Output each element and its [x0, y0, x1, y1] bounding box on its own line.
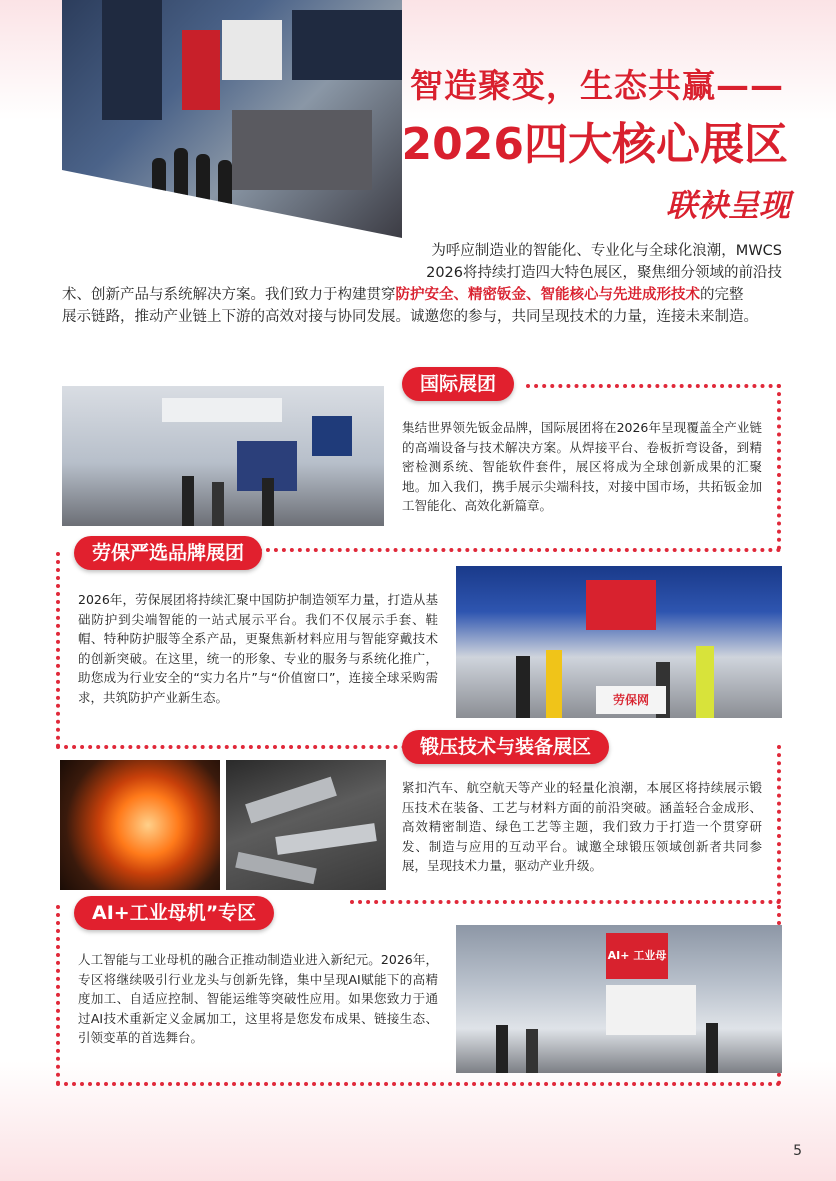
section-1-frame-top [526, 384, 781, 388]
section-3-text: 紧扣汽车、航空航天等产业的轻量化浪潮，本展区将持续展示锻压技术在装备、工艺与材料方面的前沿突破。涵盖轻合金成形、高效精密制造、绿色工艺等主题，我们致力于打造一个贯穿研发、制造与应用的互动平台。诚邀全球锻压领域创新者共同参展，呈现技术力量，驱动产业升级。 [402, 780, 762, 873]
section-2-text: 2026年，劳保展团将持续汇聚中国防护制造领军力量，打造从基础防护到尖端智能的一站式展示平台。我们不仅展示手套、鞋帽、特种防护服等全系产品，更聚焦新材料应用与智能穿戴技术的创新突破。在这里，统一的形象、专业的服务与系统化推广，助您成为行业安全的“实力名片”与“价值窗口”，连接全球采购需求，共筑防护产业新生态。 [78, 592, 438, 705]
intro-line-4: 展示链路，推动产业链上下游的高效对接与协同发展。诚邀您的参与，共同呈现技术的力量，连接未来制造。 [62, 309, 758, 325]
section-3-frame-right [777, 745, 781, 903]
section-1-frame-right [777, 384, 781, 550]
section-1-frame-bottom [250, 548, 781, 552]
section-4-frame-left [56, 905, 60, 1085]
section-4-text: 人工智能与工业母机的融合正推动制造业进入新纪元。2026年，专区将继续吸引行业龙头与创新先锋，集中呈现AI赋能下的高精度加工、自适应控制、智能运维等突破性应用。如果您致力于通过AI技术重新定义金属加工，这里将是您发布成果、链接生态、引领变革的首选舞台。 [78, 952, 438, 1045]
section-title-forging: 锻压技术与装备展区 [402, 730, 609, 764]
section-2-frame-left [56, 552, 60, 748]
page-title-line1: 智造聚变，生态共赢—— [410, 66, 784, 105]
section-4-frame-bottom [56, 1082, 781, 1086]
section-3-frame-bottom [350, 900, 781, 904]
page-title-line2: 2026四大核心展区 [401, 119, 788, 170]
bottom-gradient [0, 1061, 836, 1181]
booth-sign-ai: AI+ 工业母 [606, 933, 668, 979]
booth-sign-laobao: 劳保网 [596, 686, 666, 714]
hero-photo [62, 0, 402, 238]
ppe-pavilion-photo [456, 566, 782, 718]
international-pavilion-photo [62, 386, 384, 526]
ai-machine-tools-photo [456, 925, 782, 1073]
intro-line-1: 为呼应制造业的智能化、专业化与全球化浪潮，MWCS [431, 243, 782, 259]
page-title-line3: 联袂呈现 [666, 188, 790, 224]
forging-hot-photo [60, 760, 220, 890]
intro-highlight: 防护安全、精密钣金、智能核心与先进成形技术 [395, 287, 700, 303]
intro-line-2: 2026将持续打造四大特色展区，聚焦细分领域的前沿技 [426, 265, 782, 281]
section-2-frame-bottom [56, 745, 406, 749]
section-title-ai-machine-tools: AI+工业母机”专区 [74, 896, 274, 930]
section-1-text: 集结世界领先钣金品牌，国际展团将在2026年呈现覆盖全产业链的高端设备与技术解决方案。从焊接平台、卷板折弯设备，到精密检测系统、智能软件套件，展区将成为全球创新成果的汇聚地。加入我们，携手展示尖端科技，对接中国市场，共拓钣金加工智能化、高效化新篇章。 [402, 420, 762, 513]
forged-parts-photo [226, 760, 386, 890]
intro-line-3: 术、创新产品与系统解决方案。我们致力于构建贯穿防护安全、精密钣金、智能核心与先进成形技术的完整 [62, 287, 744, 303]
intro-paragraph [62, 240, 782, 328]
page-number: 5 [793, 1143, 802, 1159]
section-title-ppe-brands: 劳保严选品牌展团 [74, 536, 262, 570]
section-title-international: 国际展团 [402, 367, 514, 401]
